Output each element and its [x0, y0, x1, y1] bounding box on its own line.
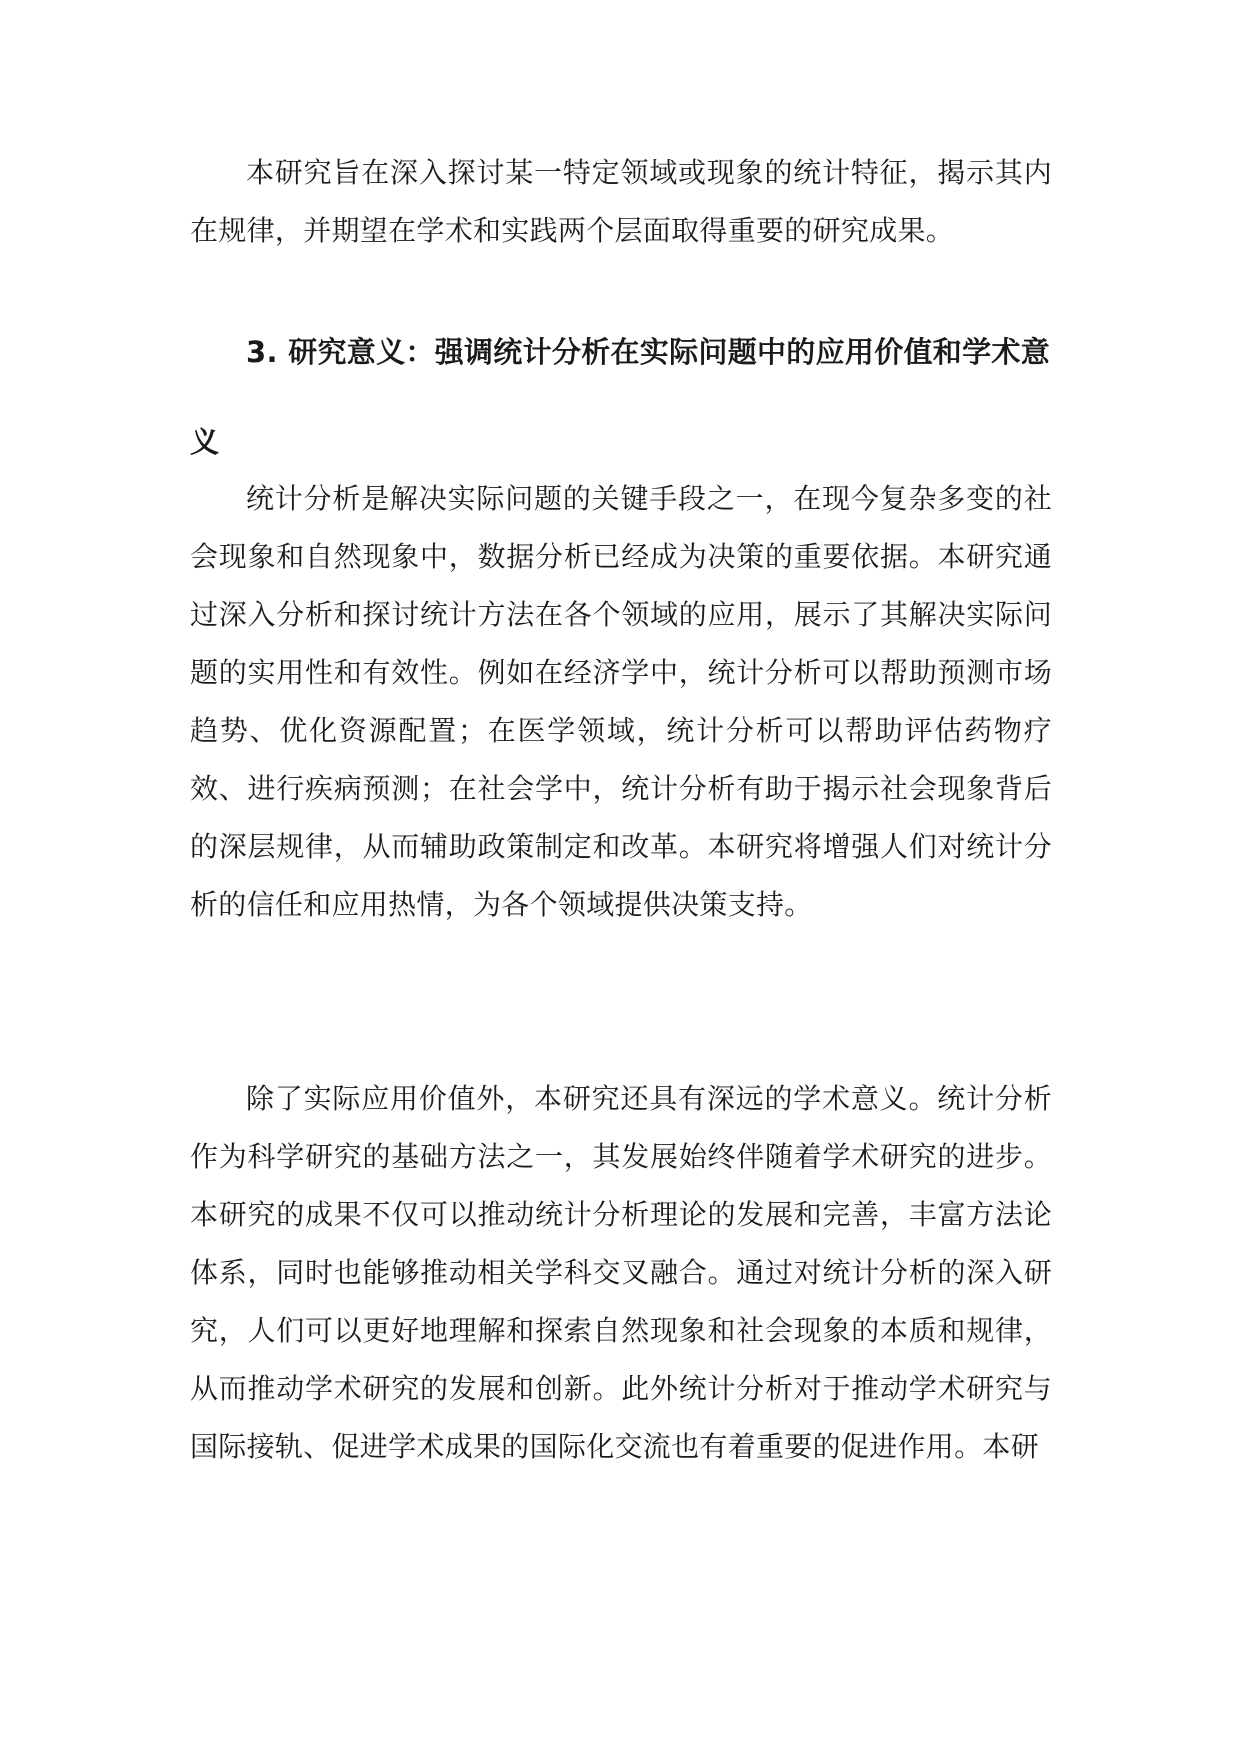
paragraph-research-aim: 本研究旨在深入探讨某一特定领域或现象的统计特征，揭示其内在规律，并期望在学术和实践两个层面取得重要的研究成果。 [190, 156, 1052, 247]
paragraph-practical-value: 统计分析是解决实际问题的关键手段之一，在现今复杂多变的社会现象和自然现象中，数据分析已经成为决策的重要依据。本研究通过深入分析和探讨统计方法在各个领域的应用，展示了其解决实际问题的实用性和有效性。例如在经济学中，统计分析可以帮助预测市场趋势、优化资源配置；在医学领域，统计分析可以帮助评估药物疗效、进行疾病预测；在社会学中，统计分析有助于揭示社会现象背后的深层规律，从而辅助政策制定和改革。本研究将增强人们对统计分析的信任和应用热情，为各个领域提供决策支持。 [190, 482, 1052, 921]
section-heading-research-significance: 3. 研究意义：强调统计分析在实际问题中的应用价值和学术意义 [190, 335, 1050, 459]
paragraph-academic-significance: 除了实际应用价值外，本研究还具有深远的学术意义。统计分析作为科学研究的基础方法之一，其发展始终伴随着学术研究的进步。本研究的成果不仅可以推动统计分析理论的发展和完善，丰富方法论体系，同时也能够推动相关学科交叉融合。通过对统计分析的深入研究，人们可以更好地理解和探索自然现象和社会现象的本质和规律，从而推动学术研究的发展和创新。此外统计分析对于推动学术研究与国际接轨、促进学术成果的国际化交流也有着重要的促进作用。本研 [190, 1082, 1052, 1463]
